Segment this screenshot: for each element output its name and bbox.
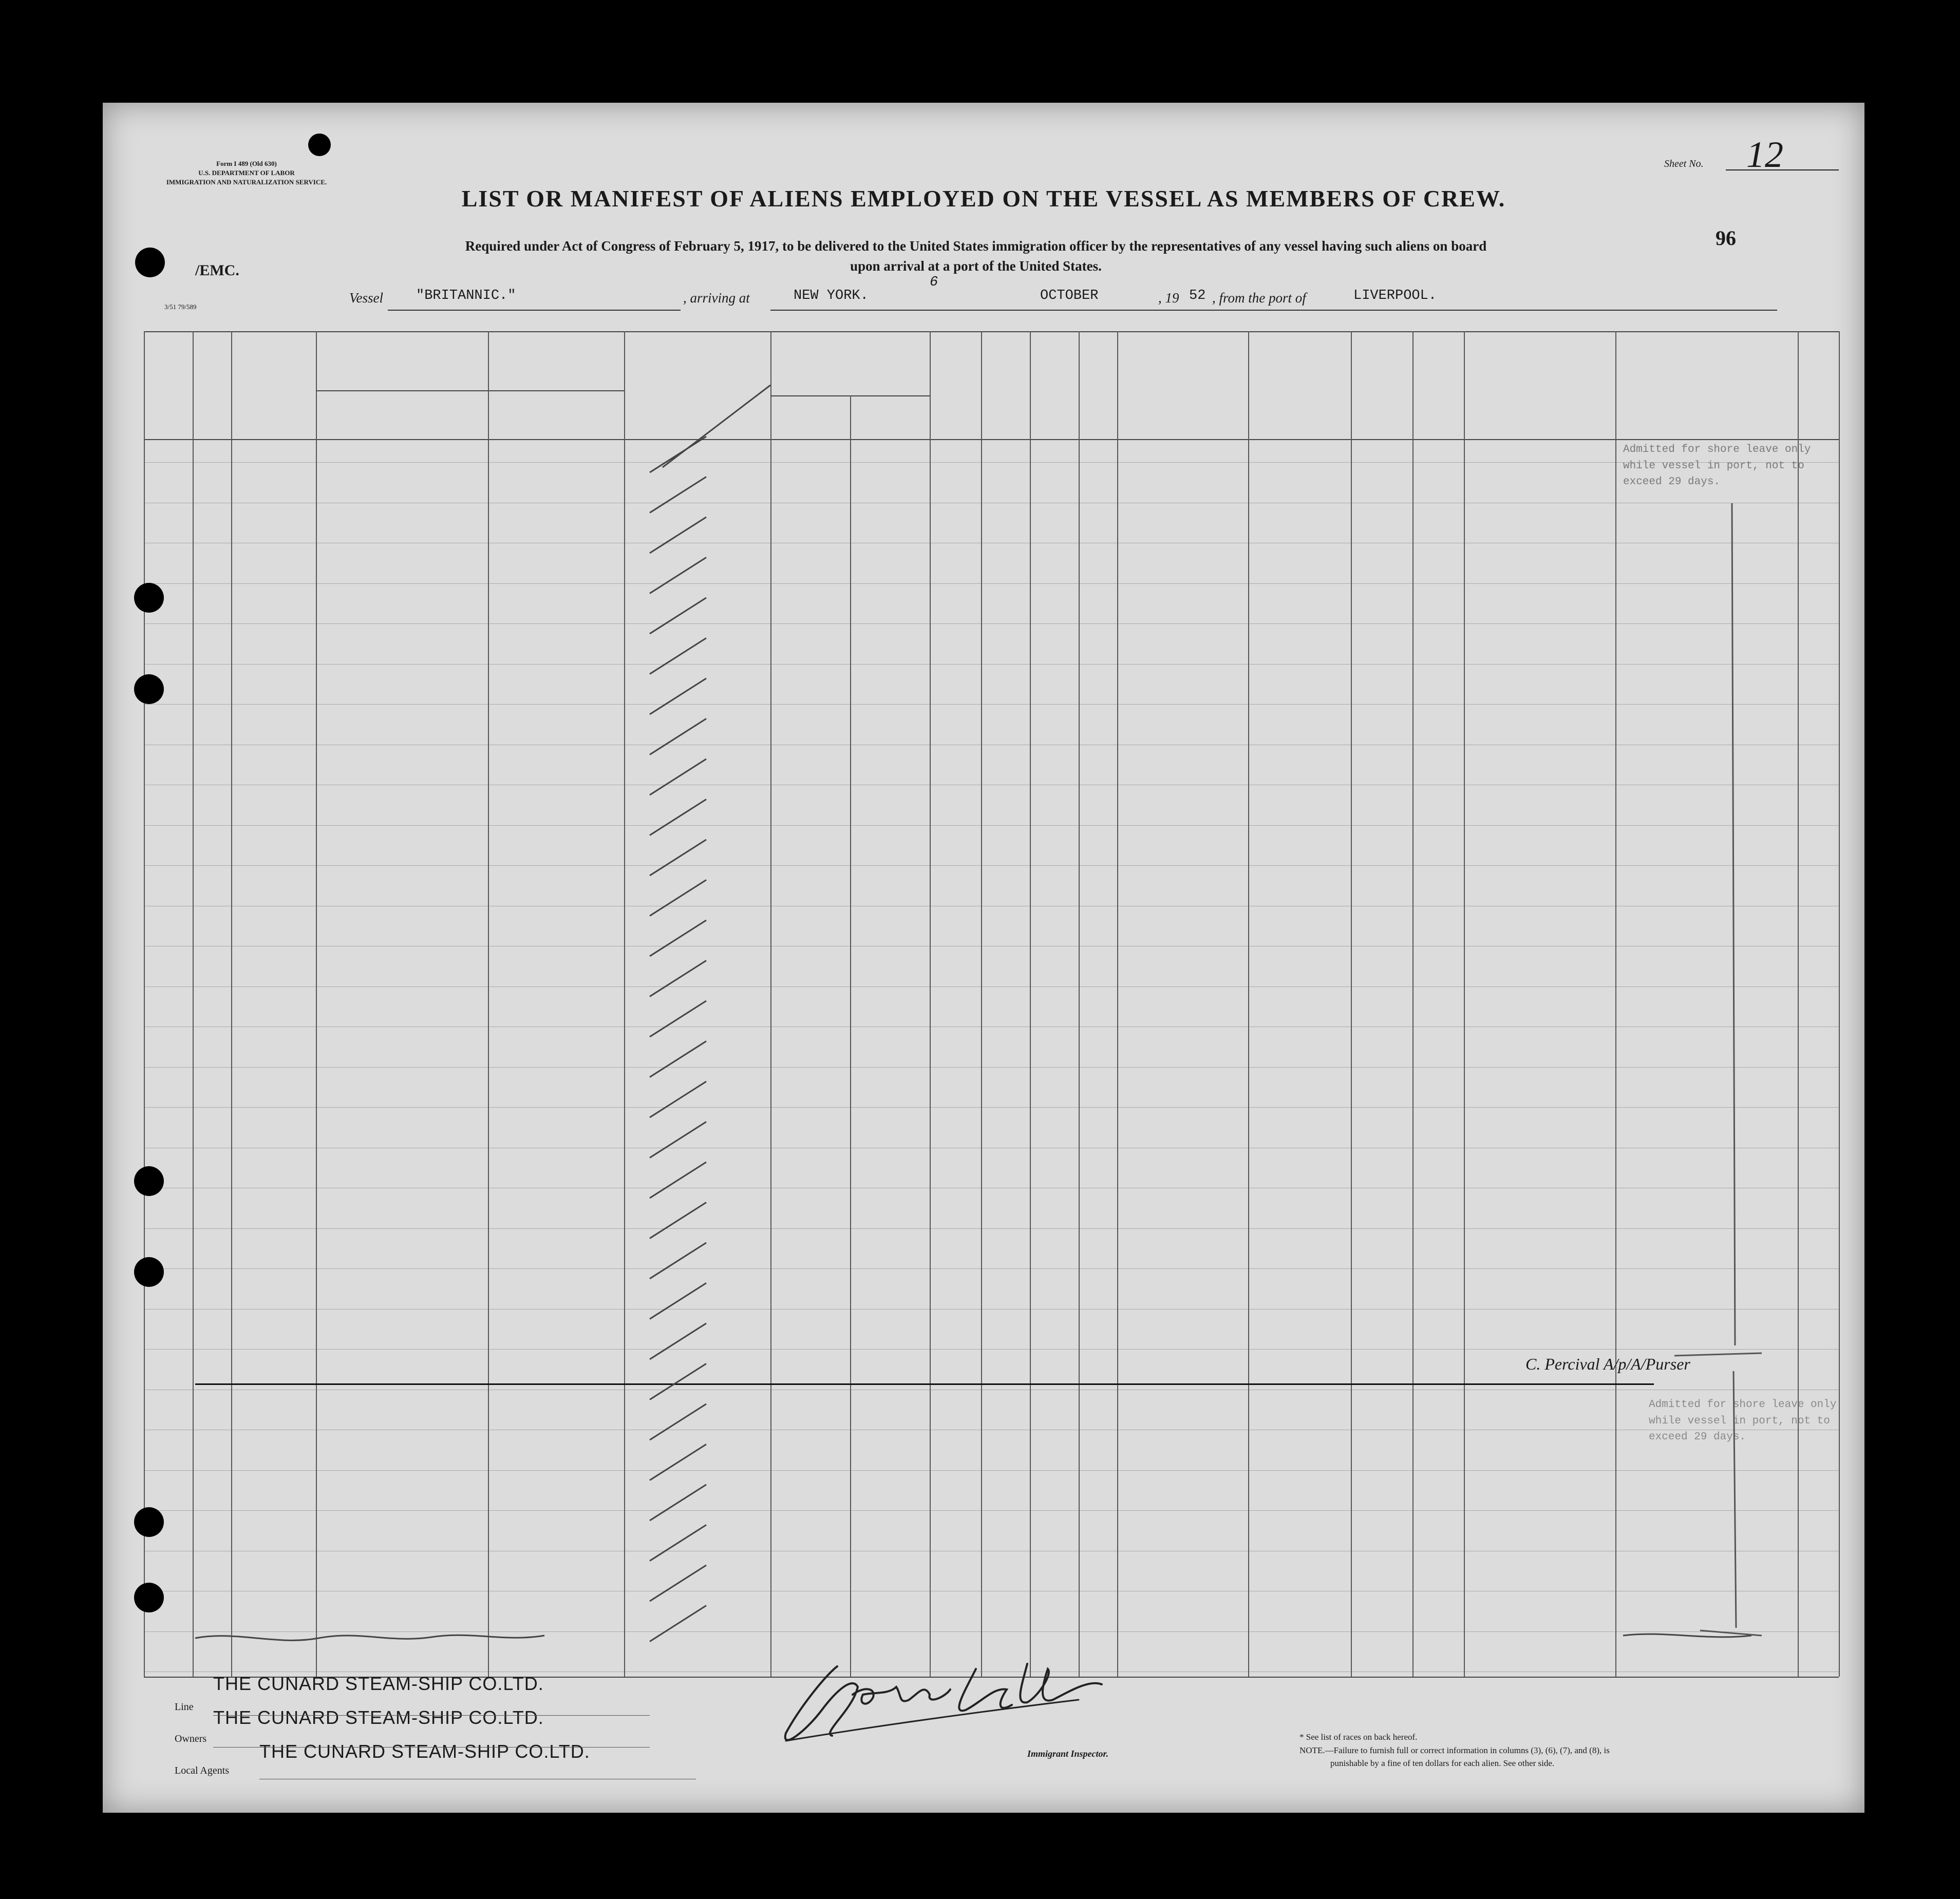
table-top-border — [144, 331, 1839, 332]
punch-hole — [134, 1507, 164, 1537]
agents-company-stamp: THE CUNARD STEAM-SHIP CO.LTD. — [259, 1741, 590, 1762]
pencil-tick — [650, 1323, 706, 1359]
vessel-label: Vessel — [349, 290, 383, 306]
punch-hole — [308, 134, 331, 156]
pencil-tick — [650, 1283, 706, 1319]
pencil-tick — [650, 1485, 706, 1521]
row-rule — [144, 1470, 1839, 1471]
row-rule — [144, 1067, 1839, 1068]
column-rule — [1351, 331, 1352, 1677]
column-rule — [1248, 331, 1249, 1677]
races-note: * See list of races on back hereof. — [1299, 1732, 1418, 1742]
row-rule — [144, 1349, 1839, 1350]
year-prefix: , 19 — [1158, 290, 1179, 306]
shipped-split-rule — [850, 395, 851, 1677]
row-rule — [144, 1268, 1839, 1269]
remarks-stamp-line-2: while vessel in port, not to — [1623, 460, 1804, 472]
column-rule — [1839, 331, 1840, 1677]
pencil-tick — [650, 1364, 706, 1400]
length-column-pencil-marks — [144, 331, 1839, 1677]
punch-hole — [134, 674, 164, 704]
name-split-rule — [488, 390, 489, 1677]
pencil-tick — [650, 558, 706, 594]
vessel-underline — [388, 310, 681, 311]
pencil-tick — [650, 1565, 706, 1601]
column-rule — [930, 331, 931, 1677]
remarks-repeat-line-1: Admitted for shore leave only — [1649, 1399, 1837, 1411]
row-rule — [144, 825, 1839, 826]
pencil-tick — [650, 961, 706, 997]
pencil-tick — [650, 1243, 706, 1279]
pencil-tick — [650, 598, 706, 634]
column-rule — [624, 331, 625, 1677]
column-rule — [1798, 331, 1799, 1677]
punch-hole — [135, 248, 165, 277]
pencil-tick — [650, 800, 706, 835]
footer-notes — [1299, 1731, 1610, 1770]
column-rule — [1615, 331, 1616, 1677]
service-name: IMMIGRATION AND NATURALIZATION SERVICE. — [166, 178, 327, 186]
pencil-tick — [650, 1001, 706, 1037]
row-rule — [144, 704, 1839, 705]
document-subtitle — [349, 236, 1603, 276]
arriving-label: , arriving at — [683, 290, 750, 306]
from-underline — [1346, 310, 1777, 311]
pencil-tick — [650, 1162, 706, 1198]
arrival-day: 6 — [930, 275, 938, 290]
pencil-tick — [650, 436, 706, 472]
pencil-tick — [650, 920, 706, 956]
row-rule — [144, 1631, 1839, 1632]
form-number: Form I 489 (Old 630) — [216, 160, 277, 167]
pencil-tick — [650, 719, 706, 755]
pencil-tick — [650, 759, 706, 795]
sheet-number: 12 — [1746, 134, 1783, 175]
agents-label: Local Agents — [175, 1765, 230, 1776]
pencil-tick — [650, 880, 706, 916]
penalty-note-1: NOTE.—Failure to furnish full or correct information in columns (3), (6), (7), and (8), is — [1299, 1745, 1610, 1755]
crew-table — [144, 331, 1839, 1707]
column-rule — [316, 331, 317, 1677]
punch-hole — [134, 1166, 164, 1196]
punch-hole — [134, 1257, 164, 1287]
pencil-tick — [650, 1041, 706, 1077]
name-subheader-rule — [316, 390, 624, 391]
from-label: , from the port of — [1212, 290, 1306, 306]
column-rule — [981, 331, 982, 1677]
row-rule — [144, 1228, 1839, 1229]
subtitle-line-1: Required under Act of Congress of February 5, 1917, to be delivered to the United States immigration officer by the representatives of any vessel having such aliens on board — [465, 238, 1487, 254]
column-rule — [144, 331, 145, 1677]
purser-initials: C. Percival A/p/A/Purser — [1525, 1355, 1690, 1373]
pencil-tick — [650, 1445, 706, 1480]
row-rule — [144, 1107, 1839, 1108]
department-name: U.S. DEPARTMENT OF LABOR — [198, 169, 295, 177]
page-number: 96 — [1716, 226, 1736, 250]
pencil-tick — [650, 1203, 706, 1239]
owners-company-stamp: THE CUNARD STEAM-SHIP CO.LTD. — [213, 1707, 544, 1728]
line-company-stamp: THE CUNARD STEAM-SHIP CO.LTD. — [213, 1673, 544, 1694]
sheet-underline — [1726, 169, 1839, 170]
pencil-tick — [650, 638, 706, 674]
form-code: /EMC. — [195, 262, 239, 279]
punch-hole — [134, 583, 164, 613]
arrival-month: OCTOBER — [1040, 288, 1099, 303]
form-info — [154, 159, 339, 187]
column-rule — [231, 331, 232, 1677]
remarks-stamp-line-3: exceed 29 days. — [1623, 476, 1721, 488]
from-port: LIVERPOOL. — [1353, 288, 1437, 303]
column-rule — [1079, 331, 1080, 1677]
pencil-tick — [650, 1606, 706, 1642]
pencil-tick — [663, 385, 770, 467]
table-header-border — [144, 439, 1839, 440]
pencil-tick — [650, 1525, 706, 1561]
subtitle-line-2: upon arrival at a port of the United States. — [850, 258, 1102, 274]
vessel-name: "BRITANNIC." — [416, 288, 516, 303]
row-rule — [144, 583, 1839, 584]
remarks-stamp — [1623, 442, 1811, 490]
arrival-year: 52 — [1189, 288, 1206, 303]
row-rule — [144, 1510, 1839, 1511]
pencil-tick — [650, 1081, 706, 1117]
pencil-tick — [650, 840, 706, 876]
remarks-repeat-line-2: while vessel in port, not to — [1649, 1415, 1830, 1427]
strikethrough-line — [195, 1383, 1654, 1385]
owners-label: Owners — [175, 1733, 207, 1744]
penalty-note-2: punishable by a fine of ten dollars for each alien. See other side. — [1330, 1758, 1555, 1768]
inspector-label: Immigrant Inspector. — [1027, 1749, 1109, 1759]
row-rule — [144, 462, 1839, 463]
pencil-tick — [650, 678, 706, 714]
owners-underline — [213, 1747, 650, 1748]
remarks-stamp-line-1: Admitted for shore leave only — [1623, 444, 1811, 455]
line-underline — [213, 1715, 650, 1716]
pencil-tick — [650, 1404, 706, 1440]
column-rule — [770, 331, 771, 1677]
row-rule — [144, 986, 1839, 987]
column-rule — [193, 331, 194, 1677]
sheet-label: Sheet No. — [1664, 158, 1704, 169]
row-rule — [144, 623, 1839, 624]
line-label: Line — [175, 1701, 194, 1713]
vessel-line — [349, 275, 1767, 316]
column-rule — [1117, 331, 1118, 1677]
pencil-tick — [650, 477, 706, 513]
remarks-repeat-line-3: exceed 29 days. — [1649, 1431, 1746, 1443]
pencil-tick — [650, 517, 706, 553]
manifest-sheet — [103, 103, 1864, 1813]
column-rule — [1030, 331, 1031, 1677]
small-code: 3/51 79/589 — [164, 303, 197, 311]
punch-hole — [134, 1583, 164, 1612]
pencil-tick — [650, 1122, 706, 1158]
column-rule — [1412, 331, 1414, 1677]
document-title: LIST OR MANIFEST OF ALIENS EMPLOYED ON THE VESSEL AS MEMBERS OF CREW. — [461, 185, 1506, 212]
column-rule — [1464, 331, 1465, 1677]
arrival-port: NEW YORK. — [794, 288, 869, 303]
arrival-underline — [770, 310, 1364, 311]
remarks-stamp-repeat — [1649, 1397, 1836, 1446]
row-rule — [144, 865, 1839, 866]
